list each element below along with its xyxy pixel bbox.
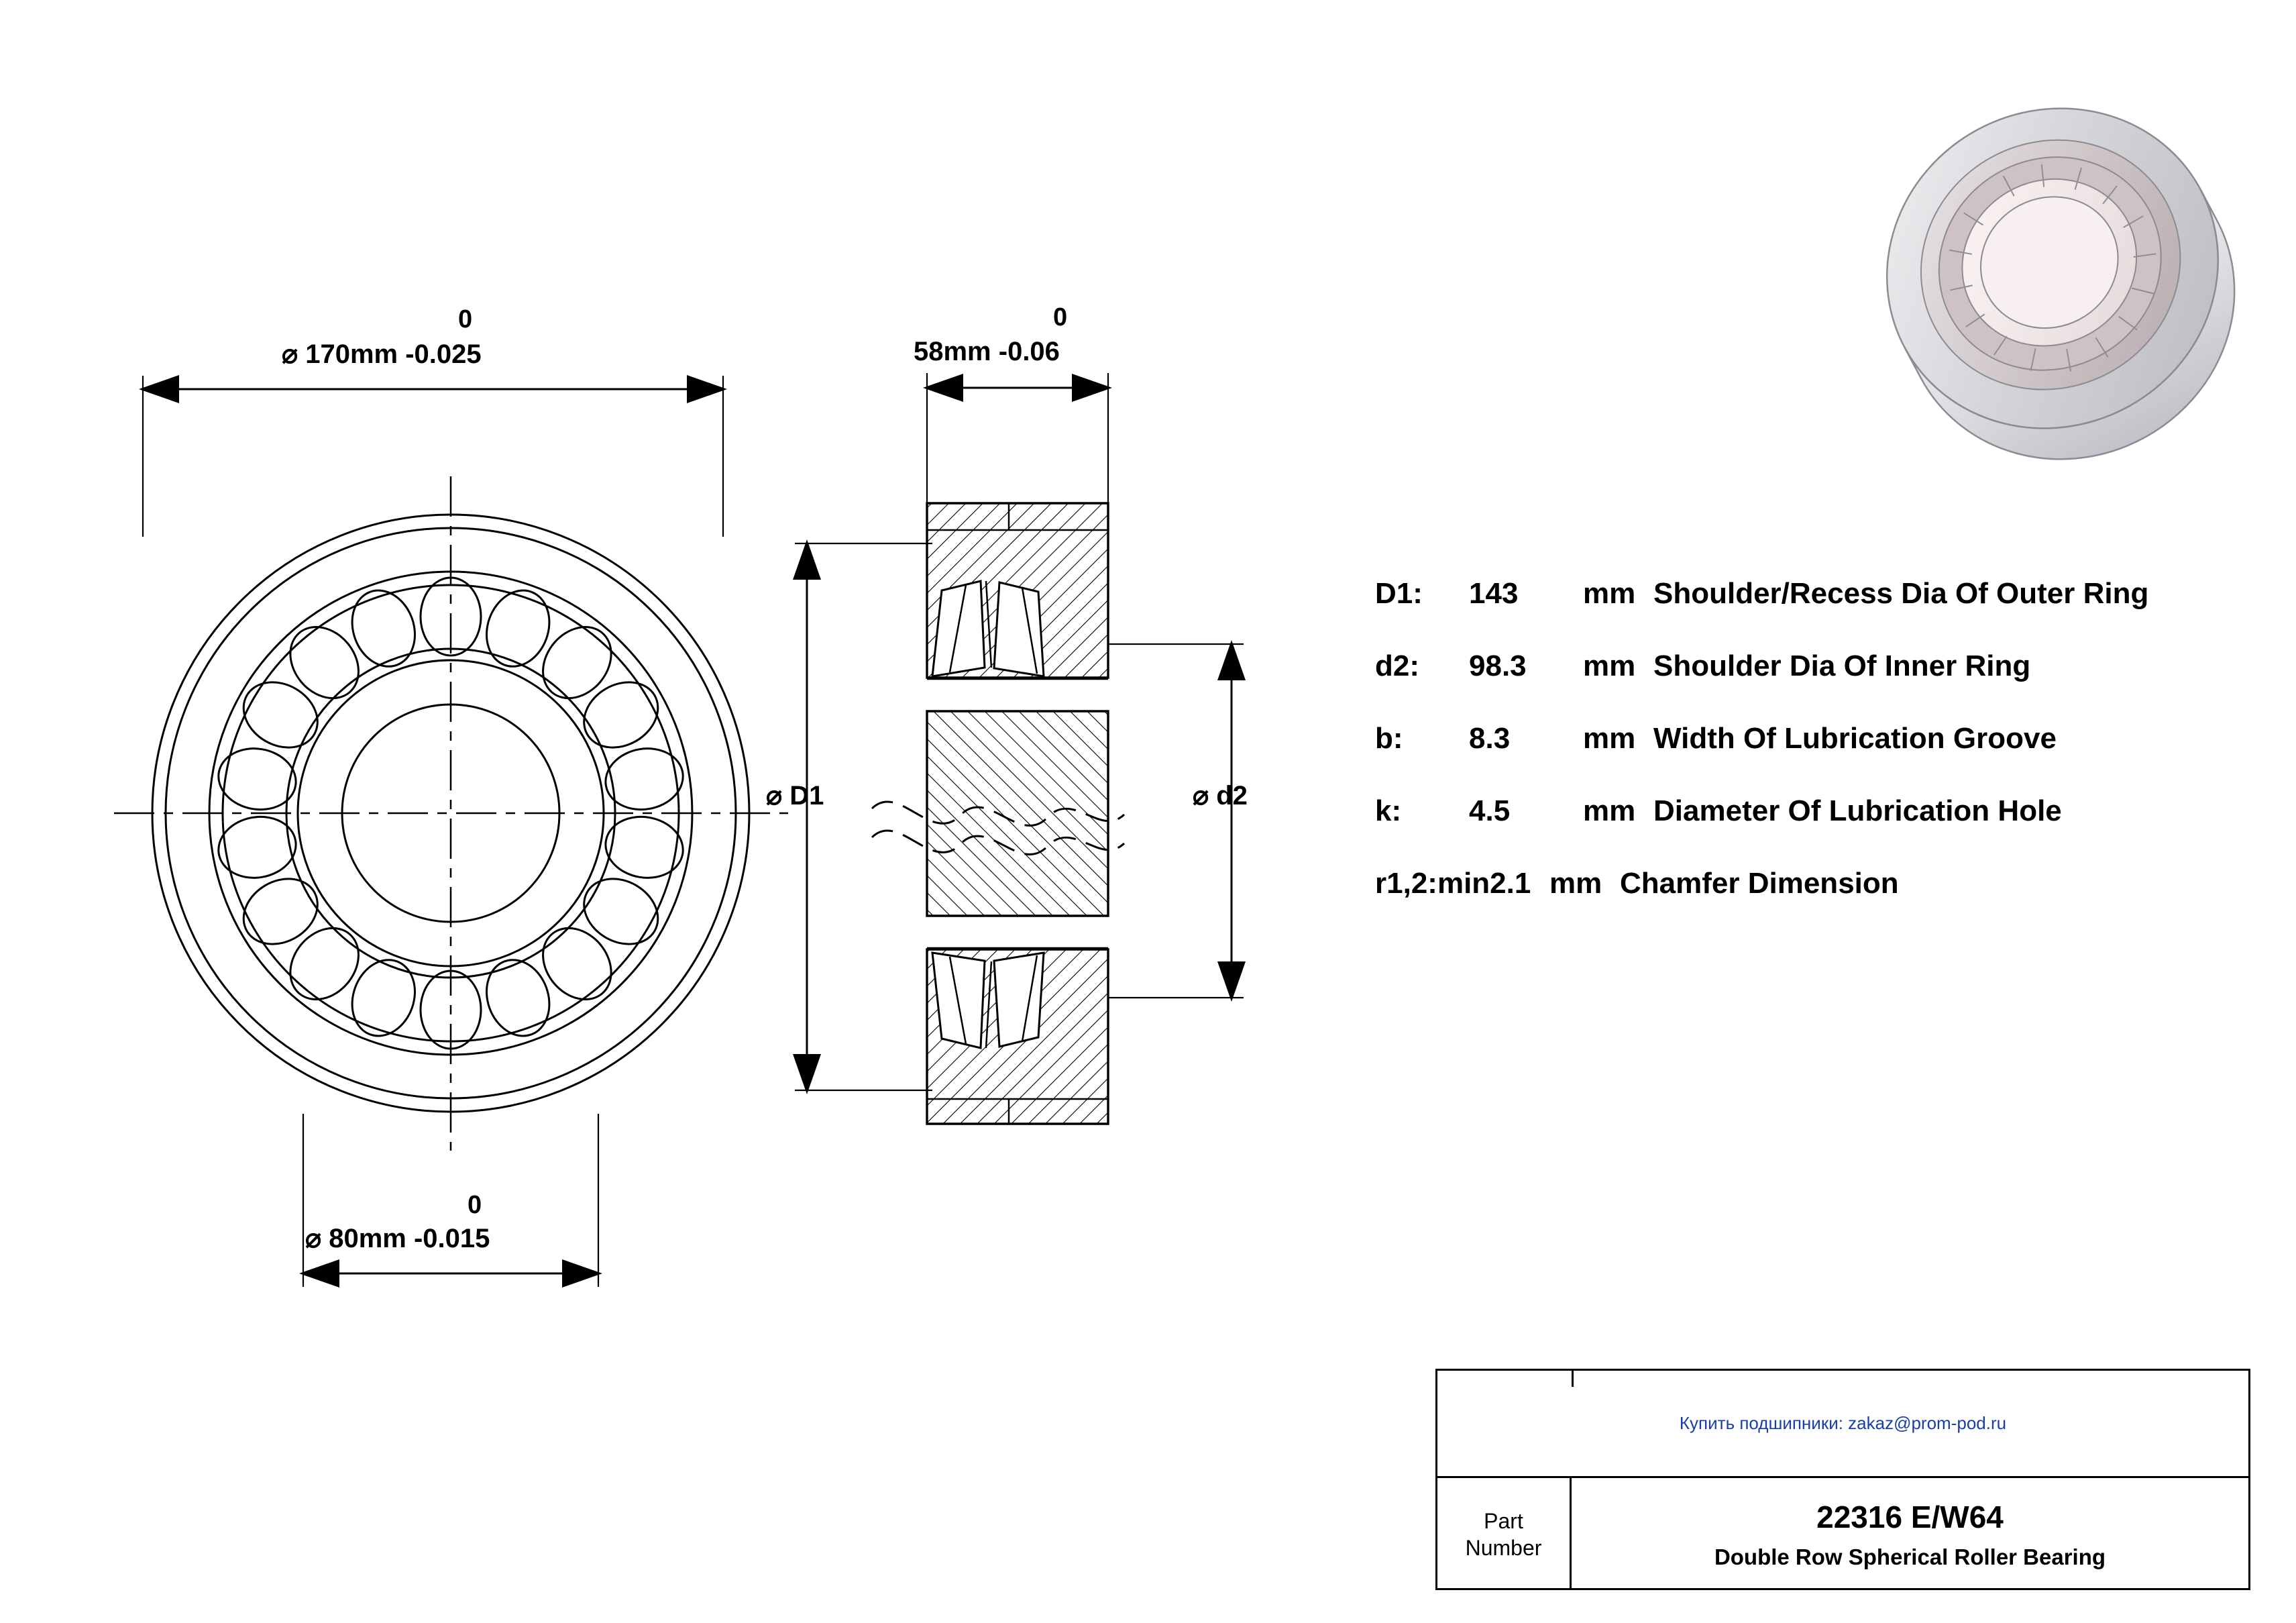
spec-row — [1375, 649, 2260, 722]
part-number-label — [1437, 1478, 1572, 1590]
spec-unit: mm — [1583, 722, 1636, 755]
inner-ring-section — [927, 711, 1108, 916]
spec-unit: mm — [1583, 794, 1636, 827]
diameter-symbol-icon: ⌀ — [282, 339, 298, 369]
dim-bore-tol-lower: -0.015 — [413, 1224, 490, 1253]
spec-description: Shoulder/Recess Dia Of Outer Ring — [1653, 577, 2149, 610]
part-number-label-line1: Part — [1484, 1508, 1523, 1533]
dim-outer-value: 170mm — [305, 339, 398, 369]
spec-value: 8.3 — [1469, 722, 1511, 755]
spec-unit: mm — [1583, 649, 1636, 682]
title-block-part-row — [1437, 1478, 2248, 1590]
spec-description: Shoulder Dia Of Inner Ring — [1653, 649, 2031, 682]
dim-width-label — [914, 337, 1060, 367]
spec-value: 98.3 — [1469, 649, 1527, 682]
contact-email-note: Купить подшипники: zakaz@prom-pod.ru — [1679, 1413, 2007, 1433]
section-view — [872, 503, 1124, 1147]
part-info — [1572, 1478, 2248, 1590]
spec-symbol: k: — [1375, 794, 1402, 827]
spec-symbol: r1,2:min2.1 — [1375, 867, 1531, 900]
title-block-tick — [1572, 1371, 1574, 1387]
dim-width — [927, 373, 1108, 510]
spec-value: 4.5 — [1469, 794, 1511, 827]
spec-symbol: d2: — [1375, 649, 1419, 682]
spec-description: Chamfer Dimension — [1620, 867, 1899, 900]
dim-bore-diameter-label — [305, 1223, 490, 1254]
title-block — [1435, 1369, 2250, 1590]
spec-symbol: b: — [1375, 722, 1403, 755]
part-type-value: Double Row Spherical Roller Bearing — [1714, 1544, 2106, 1569]
dim-d2 — [1108, 644, 1244, 998]
specification-list — [1375, 577, 2260, 939]
dim-width-tol-upper: 0 — [1053, 303, 1068, 331]
part-number-value: 22316 E/W64 — [1816, 1499, 2004, 1534]
dim-outer-tol-lower: -0.025 — [405, 339, 482, 369]
spec-description: Diameter Of Lubrication Hole — [1653, 794, 2062, 827]
front-view — [114, 476, 788, 1151]
dim-outer-diameter-label — [282, 339, 482, 370]
spec-row — [1375, 867, 2260, 939]
spec-row — [1375, 722, 2260, 794]
spec-description: Width Of Lubrication Groove — [1653, 722, 2057, 755]
dim-d1 — [795, 543, 932, 1090]
spec-value: 143 — [1469, 577, 1519, 610]
dim-outer-diameter — [143, 376, 723, 537]
dim-bore-tol-upper: 0 — [468, 1191, 482, 1219]
spec-row — [1375, 577, 2260, 649]
dim-d1-label: ⌀ D1 — [766, 781, 824, 810]
spec-unit: mm — [1583, 577, 1636, 610]
dim-bore-value: 80mm — [329, 1224, 406, 1253]
spec-row — [1375, 794, 2260, 867]
dim-width-tol-lower: -0.06 — [998, 337, 1060, 366]
dim-width-value: 58mm — [914, 337, 991, 366]
dim-outer-tol-upper: 0 — [458, 305, 473, 333]
isometric-bearing-view — [1830, 50, 2291, 517]
spec-symbol: D1: — [1375, 577, 1423, 610]
diameter-symbol-icon: ⌀ — [305, 1224, 322, 1253]
part-number-label-line2: Number — [1465, 1535, 1542, 1560]
dim-bore-diameter — [303, 1114, 598, 1287]
title-block-note-row — [1437, 1371, 2248, 1478]
dim-d2-label: ⌀ d2 — [1193, 781, 1248, 810]
spec-unit: mm — [1549, 867, 1602, 900]
